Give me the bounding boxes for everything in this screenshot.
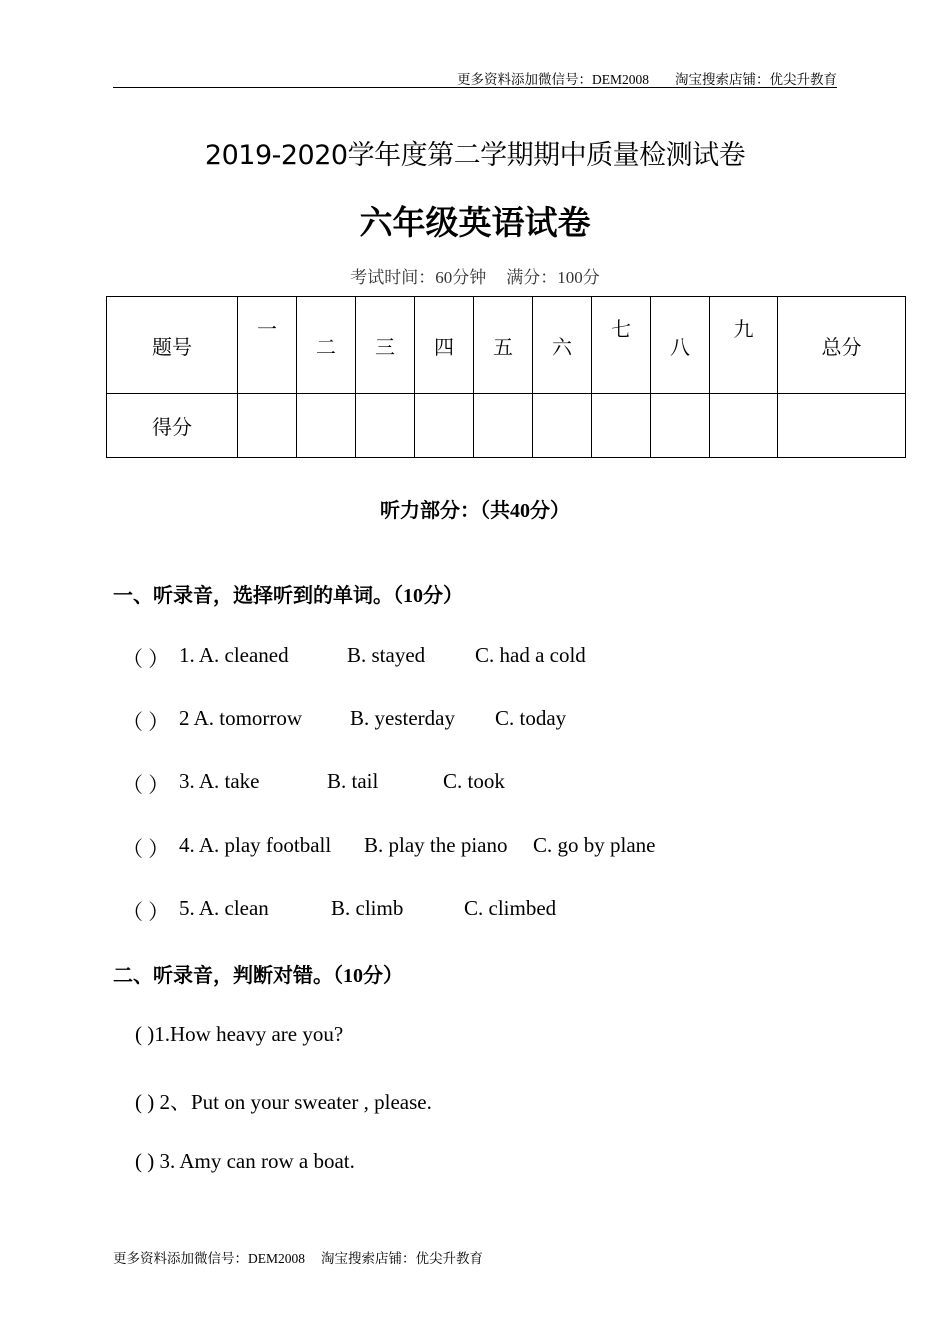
option-b: B. tail [327,769,379,793]
option-b: B. stayed [347,643,426,667]
score-cell[interactable] [238,394,297,458]
score-cell[interactable] [297,394,356,458]
option-c: C. had a cold [475,643,586,667]
page-title: 2019-2020学年度第二学期期中质量检测试卷 [204,140,746,171]
header-divider [113,87,837,88]
score-cell[interactable] [710,394,778,458]
option-b: B. yesterday [350,706,455,730]
answer-blank[interactable]: （ ） [122,773,170,797]
page-subtitle: 六年级英语试卷 [359,203,591,242]
column-7: 七 [592,297,651,394]
score-cell[interactable] [592,394,651,458]
option-b: B. play the piano [364,833,508,857]
option-c: C. took [443,769,505,793]
footer-wechat: 更多资料添加微信号：DEM2008 [113,1251,305,1266]
column-8: 八 [651,297,710,394]
column-9: 九 [710,297,778,394]
total-label: 总分 [778,297,906,394]
answer-blank[interactable]: （ ） [122,900,170,924]
score-label: 得分 [107,394,238,458]
section2-item-3: ( ) 3. Amy can row a boat. [135,1149,355,1173]
option-c: C. climbed [464,896,557,920]
option-a: 3. A. take [179,769,260,793]
column-2: 二 [297,297,356,394]
score-cell[interactable] [474,394,533,458]
answer-blank[interactable]: （ ） [122,837,170,861]
exam-info [0,263,950,288]
section2-item-1: ( )1.How heavy are you? [135,1022,344,1046]
column-1: 一 [238,297,297,394]
section2-item-2: ( ) 2、Put on your sweater , please. [135,1090,432,1114]
score-table-header-row [107,297,906,394]
column-4: 四 [415,297,474,394]
section1-question-5 [122,896,557,926]
column-6: 六 [533,297,592,394]
footer-note [113,1247,483,1267]
answer-blank[interactable]: （ ） [122,710,170,734]
option-c: C. go by plane [533,833,656,857]
answer-blank[interactable]: （ ） [122,647,170,671]
section1-question-1 [122,643,586,673]
score-cell[interactable] [356,394,415,458]
exam-time: 考试时间：60分钟 [350,268,487,287]
column-5: 五 [474,297,533,394]
score-table [106,296,906,458]
listening-section-title: 听力部分：（共40分） [380,500,570,522]
total-score-cell[interactable] [778,394,906,458]
option-b: B. climb [331,896,404,920]
section1-question-4 [122,833,656,863]
option-c: C. today [495,706,567,730]
score-cell[interactable] [533,394,592,458]
score-table-score-row [107,394,906,458]
exam-full-score: 满分：100分 [506,268,600,287]
section1-question-3 [122,769,505,799]
score-cell[interactable] [651,394,710,458]
section1-question-2 [122,706,567,736]
header-note [457,68,837,88]
option-a: 5. A. clean [179,896,269,920]
column-3: 三 [356,297,415,394]
score-cell[interactable] [415,394,474,458]
section2-heading: 二、听录音，判断对错。（10分） [113,965,403,987]
question-number-label: 题号 [107,297,238,394]
footer-shop: 淘宝搜索店铺：优尖升教育 [321,1251,483,1266]
option-a: 4. A. play football [179,833,332,857]
option-a: 1. A. cleaned [179,643,289,667]
header-shop: 淘宝搜索店铺：优尖升教育 [675,72,837,87]
option-a: 2 A. tomorrow [179,706,303,730]
header-wechat: 更多资料添加微信号：DEM2008 [457,72,649,87]
section1-heading: 一、听录音，选择听到的单词。（10分） [113,585,463,607]
